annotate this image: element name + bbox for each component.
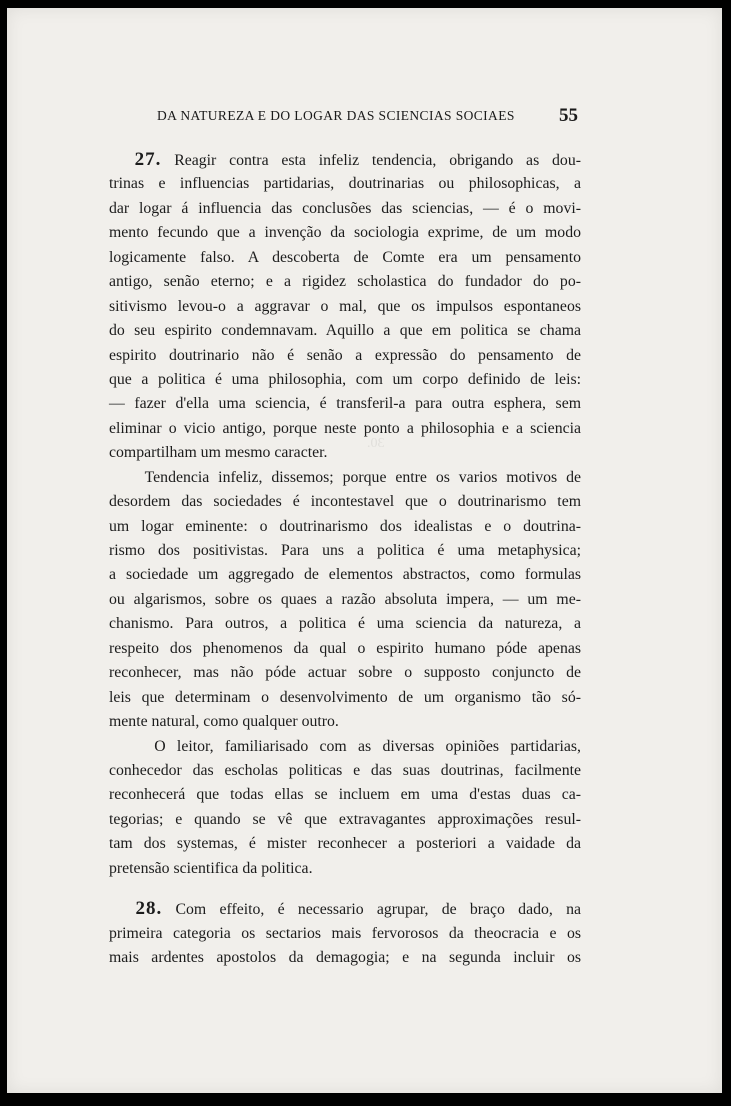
line-text: Tendencia infeliz, dissemos; porque entre os varios motivos de (144, 468, 582, 486)
running-header: DA NATUREZA E DO LOGAR DAS SCIENCIAS SOCIAES (157, 108, 515, 123)
paragraph-28 (109, 897, 581, 970)
text-line: eliminar o vicio antigo, porque neste ponto a philosophia e a sciencia (109, 419, 581, 437)
text-line: primeira categoria os sectarios mais fervorosos da theocracia e os (109, 924, 581, 942)
text-line: mente natural, como qualquer outro. (109, 713, 339, 731)
text-line (109, 735, 581, 759)
text-line: tegorias; e quando se vê que extravagantes approximações resul- (109, 810, 581, 828)
text-line: pretensão scientifica da politica. (109, 859, 313, 877)
text-line (109, 897, 581, 921)
text-line: que a politica é uma philosophia, com um corpo definido de leis: (109, 370, 581, 388)
text-line (109, 148, 581, 172)
text-line: desordem das sociedades é incontestavel que o doutrinarismo tem (109, 493, 581, 511)
text-line: reconhecer, mas não póde actuar sobre o supposto conjuncto de (109, 664, 581, 682)
text-line: um logar eminente: o doutrinarismo dos idealistas e o doutrina- (109, 517, 581, 535)
paragraph-tendencia (109, 466, 581, 735)
section-number-27: 27. (134, 149, 162, 170)
line-text: Com effeito, é necessario agrupar, de braço dado, na (175, 901, 581, 919)
body-text (109, 148, 581, 970)
text-line: antigo, senão eterno; e a rigidez scholastica do fundador do po- (109, 273, 581, 291)
line-text: O leitor, familiarisado com as diversas opiniões partidarias, (154, 737, 581, 755)
text-line: rismo dos positivistas. Para uns a politica é uma metaphysica; (109, 542, 581, 559)
text-line: sitivismo levou-o a aggravar o mal, que os impulsos espontaneos (109, 297, 581, 315)
text-line: chanismo. Para outros, a politica é uma sciencia da natureza, a (109, 615, 581, 633)
text-line: mais ardentes apostolos da demagogia; e na segunda incluir os (109, 949, 581, 966)
paragraph-leitor (109, 735, 581, 882)
text-line: espirito doutrinario não é senão a expressão do pensamento de (109, 346, 581, 364)
text-line: do seu espirito condemnavam. Aquillo a que em politica se chama (109, 322, 581, 340)
text-line: conhecedor das escholas politicas e das suas doutrinas, facilmente (109, 761, 581, 779)
text-line (109, 466, 581, 490)
section-number-28: 28. (135, 898, 163, 920)
text-line: trinas e influencias partidarias, doutrinarias ou philosophicas, a (109, 175, 581, 193)
text-line: tam dos systemas, é mister reconhecer a posteriori a vaidade da (109, 835, 581, 853)
text-line: — fazer d'ella uma sciencia, é transferil-a para outra esphera, sem (109, 395, 581, 413)
book-page (7, 8, 722, 1093)
line-text: Reagir contra esta infeliz tendencia, obrigando as dou- (174, 152, 581, 169)
text-line: leis que determinam o desenvolvimento de um organismo tão só- (109, 688, 581, 706)
text-line: respeito dos phenomenos da qual o espirito humano póde apenas (109, 639, 581, 657)
paragraph-gap (109, 881, 581, 897)
text-line: logicamente falso. A descoberta de Comte era um pensamento (109, 248, 581, 266)
paragraph-27 (109, 148, 581, 466)
page-number: 55 (559, 105, 578, 126)
text-line: dar logar á influencia das conclusões das sciencias, — é o movi- (109, 199, 581, 217)
text-line: reconhecerá que todas ellas se incluem em uma d'estas duas ca- (109, 786, 581, 804)
text-line: a sociedade um aggregado de elementos abstractos, como formulas (109, 566, 581, 584)
show-through-bleed: 30. (367, 436, 385, 451)
text-line: mento fecundo que a invenção da sociologia exprime, de um modo (109, 224, 581, 242)
text-line: compartilham um mesmo caracter. (109, 444, 328, 462)
text-line: ou algarismos, sobre os quaes a razão absoluta impera, — um me- (109, 590, 581, 608)
